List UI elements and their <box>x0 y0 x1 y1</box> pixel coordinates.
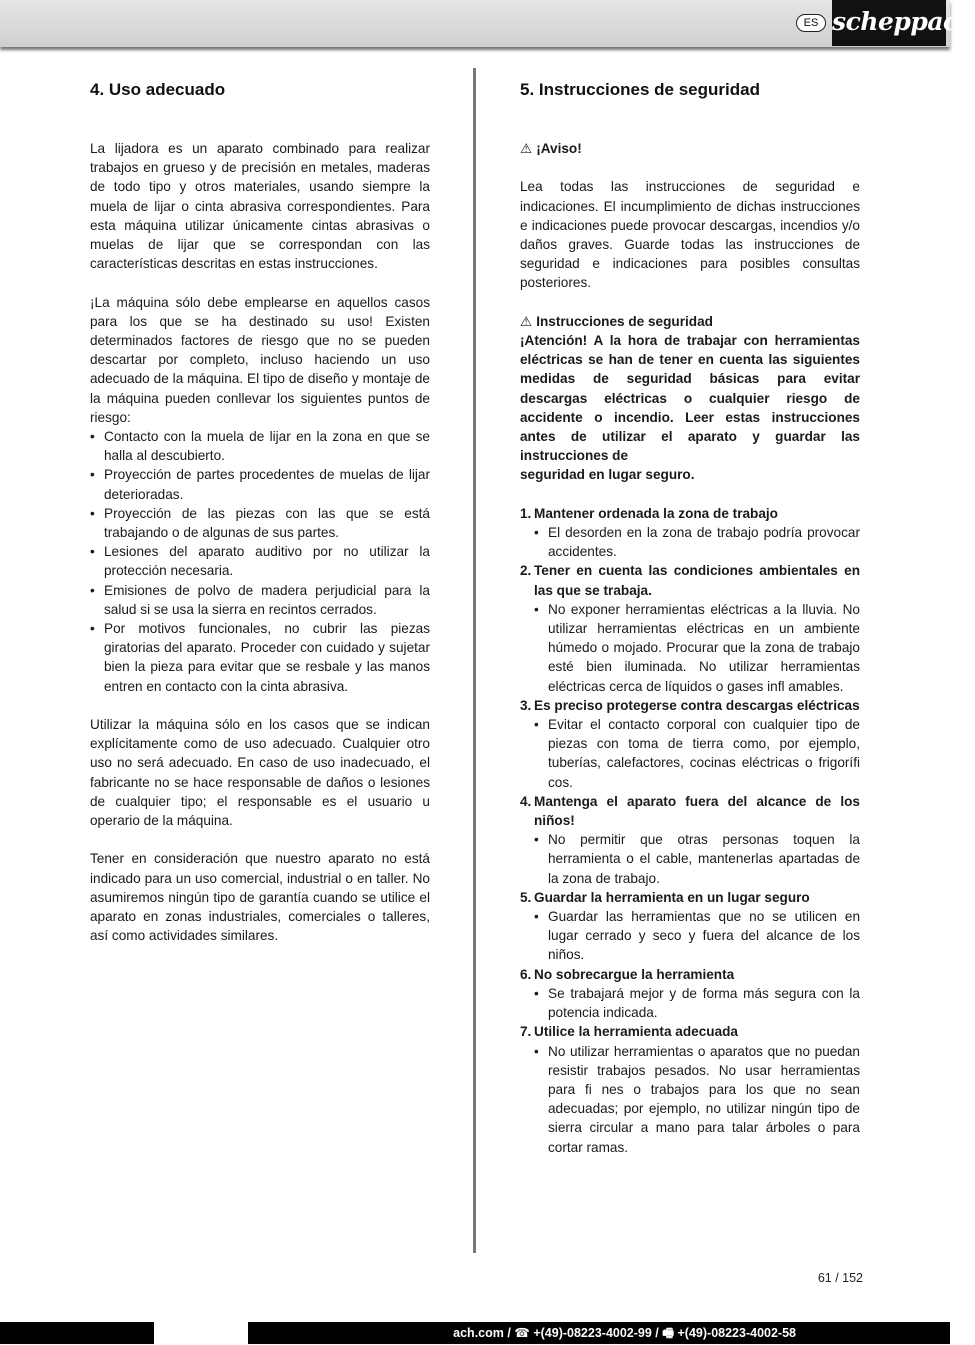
item-title: Tener en cuenta las condiciones ambientales en las que se trabaja. <box>534 563 860 598</box>
section-title-instrucciones: 5. Instrucciones de seguridad <box>520 80 760 99</box>
item-number: 1. <box>520 505 532 521</box>
footer-bar <box>248 1322 950 1344</box>
item-bullet: • No exponer herramientas eléctricas a la lluvia. No utilizar herramientas eléctricas en un ambiente húmedo o mojado. Procurar que la zona de trabajo esté bien iluminada. No utilizar herramientas eléctricas cerca de líquidos o gases infl amables. <box>534 600 860 696</box>
item-number: 2. <box>520 563 532 579</box>
list-item <box>520 1022 860 1156</box>
warning-icon: ⚠ <box>520 313 533 329</box>
paragraph: ¡La máquina sólo debe emplearse en aquellos casos para los que se ha destinado su uso! Existen determinados factores de riesgo que no se pueden descartar por completo, incluso haciendo un uso adecuado de la máquina. El tipo de diseño y montaje de la máquina pueden conllevar los siguientes puntos de riesgo: <box>90 294 430 425</box>
item-title: Utilice la herramienta adecuada <box>534 1024 738 1040</box>
item-title: No sobrecargue la herramienta <box>534 966 735 982</box>
instrucciones-body <box>520 139 860 1157</box>
list-item <box>520 504 860 562</box>
language-badge: ES <box>796 14 826 32</box>
item-number: 6. <box>520 966 532 982</box>
item-bullet: • Se trabajará mejor y de forma más segura con la potencia indicada. <box>534 984 860 1022</box>
page-number: 61 / 152 <box>817 1271 863 1285</box>
list-item: • Contacto con la muela de lijar en la zona en que se halla al descubierto. <box>90 427 430 465</box>
list-item: • Lesiones del aparato auditivo por no utilizar la protección necesaria. <box>90 542 430 580</box>
list-item <box>520 965 860 1023</box>
paragraph: Lea todas las instrucciones de seguridad e indicaciones. El incumplimiento de dichas instrucciones e indicaciones puede provocar descargas, incendios y/o daños graves. Guarde todas las instrucciones de seguridad e indicaciones para posibles consultas posteriores. <box>520 179 860 291</box>
risk-list <box>90 427 430 696</box>
list-item <box>520 792 860 888</box>
paragraph: Tener en consideración que nuestro aparato no está indicado para un uso comercial, industrial o en taller. No asumiremos ningún tipo de garantía cuando se utilice el aparato en zonas industriales, comerciales o talleres, así como actividades similares. <box>90 851 430 944</box>
item-title: Mantener ordenada la zona de trabajo <box>534 505 778 521</box>
footer-contact: ach.com / ☎ +(49)-08223-4002-99 / 🖷 +(49)-08223-4002-58 <box>453 1326 796 1340</box>
item-title: Mantenga el aparato fuera del alcance de los niños! <box>534 793 860 829</box>
item-bullet: • No utilizar herramientas o aparatos que no puedan resistir trabajos pesados. No usar herramientas para fi nes o trabajos para los que no sean adecuadas; por ejemplo, no utilizar ningún tipo de sierra circular a mano para talar árboles o para cortar ramas. <box>534 1042 860 1157</box>
attention-text-end: seguridad en lugar seguro. <box>520 467 695 483</box>
safety-heading-label: Instrucciones de seguridad <box>536 313 713 329</box>
item-number: 7. <box>520 1024 532 1040</box>
warning-icon: ⚠ <box>520 141 533 156</box>
section-title-uso-adecuado: 4. Uso adecuado <box>90 80 226 99</box>
item-bullet: • El desorden en la zona de trabajo podría provocar accidentes. <box>534 523 860 561</box>
header-bar <box>0 0 975 47</box>
item-number: 5. <box>520 889 532 905</box>
aviso-label: ¡Aviso! <box>536 141 582 156</box>
list-item <box>520 696 860 792</box>
uso-adecuado-body <box>90 139 430 945</box>
list-item: • Proyección de partes procedentes de muelas de lijar deterioradas. <box>90 465 430 503</box>
list-item <box>520 888 860 965</box>
attention-text: ¡Atención! A la hora de trabajar con herramientas eléctricas se han de tener en cuenta las siguientes medidas de seguridad básicas para evitar descargas eléctricas o cualquier riesgo de accidente o incendio. Leer estas instrucciones antes de utilizar el aparato y guardar las instrucciones de <box>520 333 860 464</box>
list-item <box>520 561 860 695</box>
item-title: Es preciso protegerse contra descargas eléctricas <box>534 697 860 713</box>
item-bullet: • No permitir que otras personas toquen la herramienta o el cable, mantenerlas apartadas de la zona de trabajo. <box>534 830 860 888</box>
list-item: • Proyección de las piezas con las que se está trabajando o de algunas de sus partes. <box>90 504 430 542</box>
safety-heading <box>520 312 860 331</box>
brand-logo: scheppach <box>832 0 946 46</box>
item-bullet: • Guardar las herramientas que no se utilicen en lugar cerrado y seco y fuera del alcance de los niños. <box>534 907 860 965</box>
item-number: 3. <box>520 697 532 713</box>
paragraph: Utilizar la máquina sólo en los casos que se indican explícitamente como de uso adecuado. Cualquier otro uso no será adecuado. En caso de uso inadecuado, el fabricante no se hace responsable de daños o lesiones de cualquier tipo; el responsable es el usuario u operario de la máquina. <box>90 717 430 829</box>
item-bullet: • Evitar el contacto corporal con cualquier tipo de piezas con toma de tierra como, por ejemplo, tuberías, calefactores, cocinas eléctricas o frigorífi cos. <box>534 715 860 792</box>
column-divider <box>473 68 476 1253</box>
footer-bar-left <box>0 1322 154 1344</box>
paragraph: La lijadora es un aparato combinado para realizar trabajos en grueso y de precisión en metales, maderas de todo tipo y otros materiales, usando siempre la muela de lijar o cinta abrasiva correspondientes. Para esta máquina utilizar únicamente cintas abrasivas o muelas de lijar que se correspondan con las características descritas en estas instrucciones. <box>90 141 430 272</box>
item-number: 4. <box>520 793 532 809</box>
list-item: • Emisiones de polvo de madera perjudicial para la salud si se usa la sierra en recintos cerrados. <box>90 581 430 619</box>
safety-list <box>520 504 860 1157</box>
item-title: Guardar la herramienta en un lugar seguro <box>534 889 810 905</box>
aviso-heading <box>520 139 860 158</box>
list-item: • Por motivos funcionales, no cubrir las piezas giratorias del aparato. Proceder con cuidado y sujetar bien la pieza para evitar que se resbale y las manos entren en contacto con la cinta abrasiva. <box>90 619 430 696</box>
